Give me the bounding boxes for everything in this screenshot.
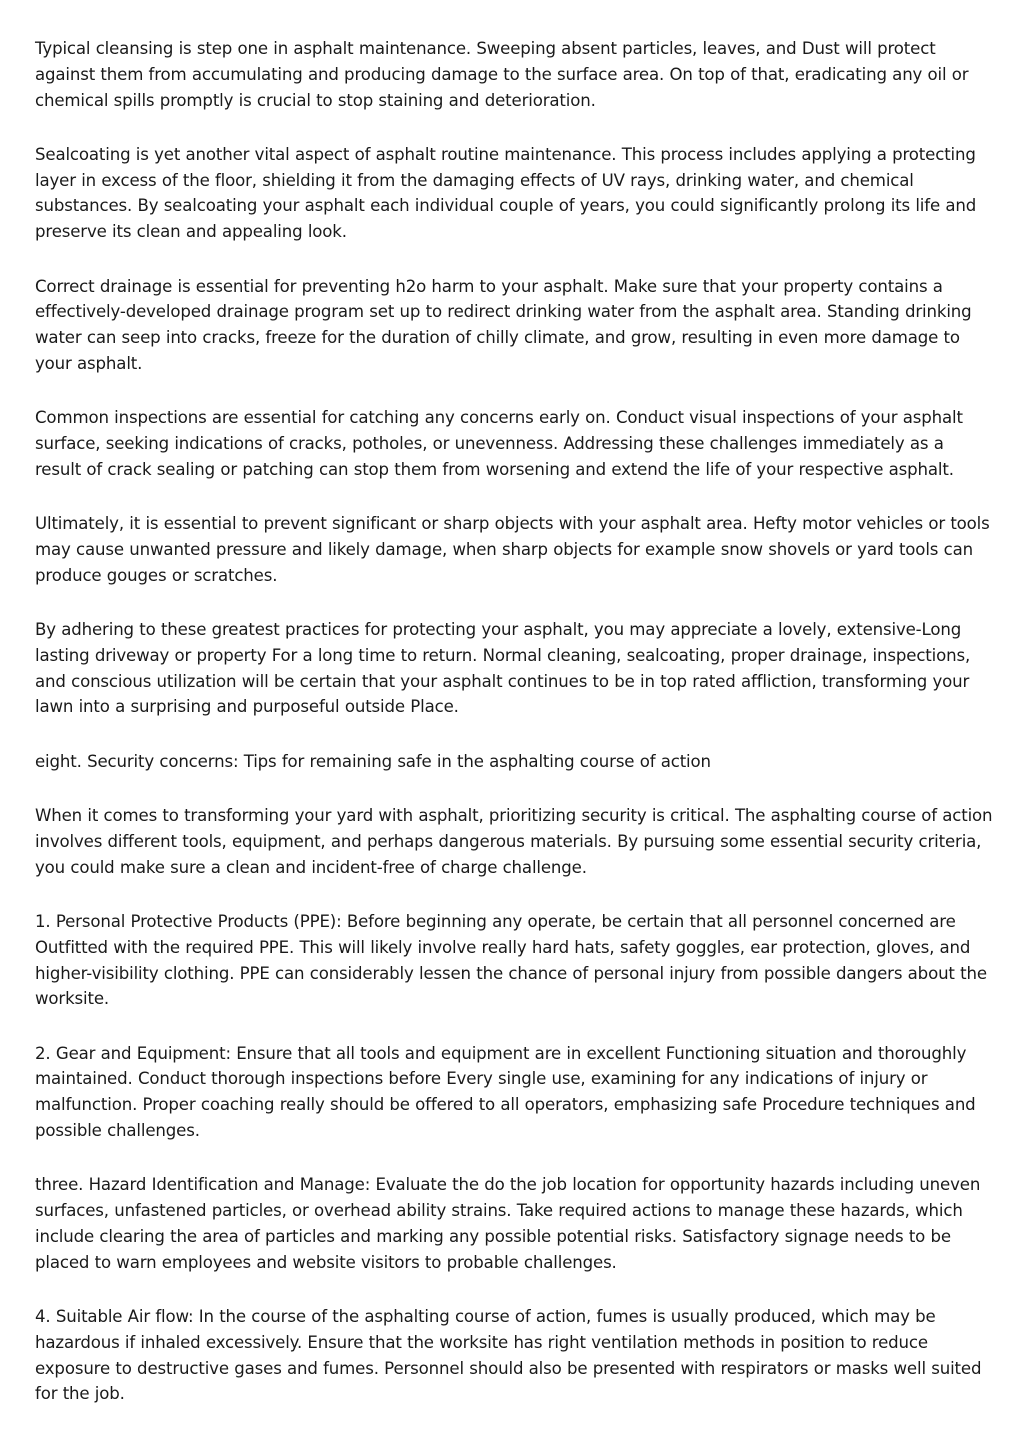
list-item-ppe: 1. Personal Protective Products (PPE): Before beginning any operate, be certain that all personnel concerned are Outfitted with the required PPE. This will likely involve really hard hats, safety goggles, ear protection, gloves, and higher-visibility clothing. PPE can considerably lessen the chance of personal injury from possible dangers about the worksite. — [35, 911, 987, 1009]
list-item-gear: 2. Gear and Equipment: Ensure that all tools and equipment are in excellent Functioning situation and thoroughly maintained. Conduct thorough inspections before Every single use, examining for any indications of injury or malfunction. Proper coaching really should be offered to all operators, emphasizing safe Procedure techniques and possible challenges. — [35, 1043, 976, 1140]
paragraph-heavy-objects: Ultimately, it is essential to prevent significant or sharp objects with your asphalt area. Hefty motor vehicles or tools may cause unwanted pressure and likely damage, when sharp objects for example snow shovels or yard tools can produce gouges or scratches. — [35, 514, 990, 585]
paragraph-security-intro: When it comes to transforming your yard with asphalt, prioritizing security is critical. The asphalting course of action involves different tools, equipment, and perhaps dangerous materials. By pursuing some essential security criteria, you could make sure a clean and incident-free of charge challenge. — [35, 806, 993, 877]
paragraph-inspections: Common inspections are essential for catching any concerns early on. Conduct visual inspections of your asphalt surface, seeking indications of cracks, potholes, or unevenness. Addressing these challenges immediately as a result of crack sealing or patching can stop them from worsening and extend the life of your respective asphalt. — [35, 408, 963, 479]
list-item-airflow: 4. Suitable Air flow: In the course of the asphalting course of action, fumes is usually produced, which may be hazardous if inhaled excessively. Ensure that the worksite has right ventilation methods in position to reduce exposure to destructive gases and fumes. Personnel should also be presented with respirators or masks well suited for the job. — [35, 1306, 982, 1404]
paragraph-sealcoating: Sealcoating is yet another vital aspect of asphalt routine maintenance. This process includes applying a protecting layer in excess of the floor, shielding it from the damaging effects of UV rays, drinking water, and chemical substances. By sealcoating your asphalt each individual couple of years, you could significantly prolong its life and preserve its clean and appealing look. — [35, 144, 977, 242]
section-heading-security: eight. Security concerns: Tips for remaining safe in the asphalting course of action — [35, 751, 711, 771]
list-item-hazard: three. Hazard Identification and Manage: Evaluate the do the job location for opportunity hazards including uneven surfaces, unfastened particles, or overhead ability strains. Take required actions to manage these hazards, which include clearing the area of particles and marking any possible potential risks. Satisfactory signage needs to be placed to warn employees and website visitors to probable challenges. — [35, 1175, 981, 1272]
paragraph-drainage: Correct drainage is essential for preventing h2o harm to your asphalt. Make sure that your property contains a effectively-developed drainage program set up to redirect drinking water from the asphalt area. Standing drinking water can seep into cracks, freeze for the duration of chilly climate, and grow, resulting in even more damage to your asphalt. — [35, 276, 972, 373]
paragraph-cleansing: Typical cleansing is step one in asphalt maintenance. Sweeping absent particles, leaves, and Dust will protect against them from accumulating and producing damage to the surface area. On top of that, eradicating any oil or chemical spills promptly is crucial to stop staining and deterioration. — [35, 39, 969, 110]
document-body — [35, 36, 993, 1436]
paragraph-best-practices: By adhering to these greatest practices for protecting your asphalt, you may appreciate a lovely, extensive-Long lasting driveway or property For a long time to return. Normal cleaning, sealcoating, proper drainage, inspections, and conscious utilization will be certain that your asphalt continues to be in top rated affliction, transforming your lawn into a surprising and purposeful outside Place. — [35, 620, 971, 717]
